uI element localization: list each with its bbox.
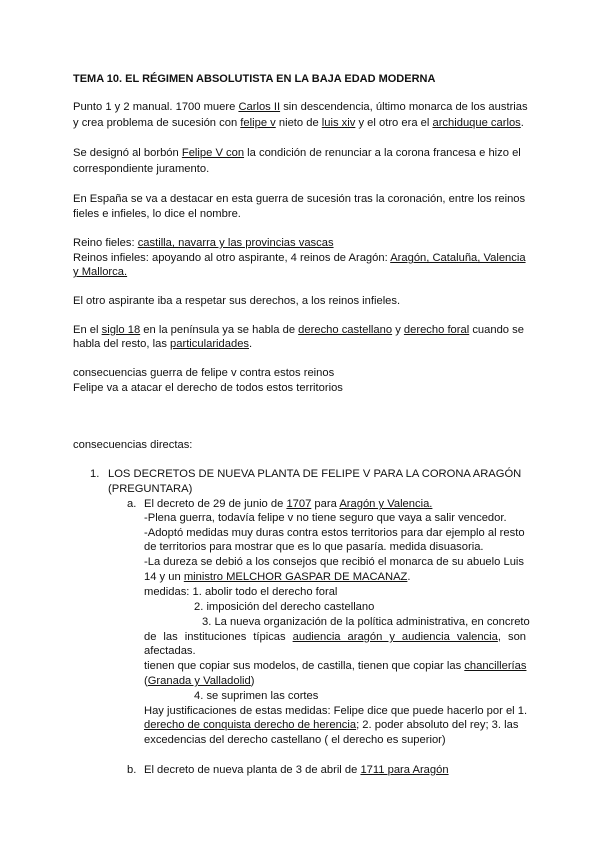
paragraph-6-line-2 [73,337,252,351]
underlined-term-reinos-infieles: Aragón, Cataluña, Valencia [390,252,526,264]
underlined-term-luis-xiv: luis xiv [321,117,356,129]
underlined-term-derecho-castellano: derecho castellano [298,324,393,336]
justificaciones-line-1: Hay justificaciones de estas medidas: Felipe dice que puede hacerlo por el 1. [144,705,528,717]
underlined-term-particularidades: particularidades [170,338,250,350]
text: la condición de renunciar a la corona francesa e hizo el [244,147,521,159]
text: Se designó al borbón [73,147,182,159]
text: nieto de [275,117,322,129]
text: sin descendencia, último monarca de los austrias [280,101,528,113]
medidas-line-8: 4. se suprimen las cortes [194,690,319,702]
underlined-term-reinos-fieles: castilla, navarra y las provincias vascas [137,237,334,249]
underlined-term-chancillerias: chancillerías [464,660,527,672]
paragraph-1-line-1 [73,100,528,114]
list-item-1-line-2: (PREGUNTARA) [108,483,193,495]
text: Reinos infieles: apoyando al otro aspirante, 4 reinos de Aragón: [73,252,391,264]
medidas-line-3: 3. La nueva organización de la política administrativa, en concreto [202,616,530,628]
item-a-line-4: de territorios para mostrar que es lo que pasaría. medida disuasoria. [144,541,484,553]
text: cuando se [469,324,524,336]
paragraph-5: El otro aspirante iba a respetar sus derechos, a los reinos infieles. [73,295,401,307]
paragraph-4-line-1 [73,236,334,250]
list-letter-a: a. [127,498,137,510]
text: . [407,571,411,583]
underlined-term-1707: 1707 [286,498,312,510]
paragraph-3-line-1: En España se va a destacar en esta guerra de sucesión tras la coronación, entre los reinos [73,193,526,205]
text: y [392,324,404,336]
text: tienen que copiar sus modelos, de castilla, tienen que copiar las [144,660,465,672]
underlined-term-carlos-ii: Carlos II [238,101,281,113]
underlined-term-siglo-18: siglo 18 [101,324,141,336]
medidas-line-5: afectadas. [144,645,196,657]
item-a-line-6 [144,570,411,584]
text: en la península ya se habla de [140,324,299,336]
text: . [249,338,253,350]
underlined-term-1711-aragon: 1711 para Aragón [360,764,449,776]
medidas-line-4 [144,630,526,644]
underlined-term-felipe-v: felipe v [240,117,276,129]
item-a-line-2: -Plena guerra, todavía felipe v no tiene seguro que vaya a salir vencedor. [144,512,507,524]
medidas-line-2: 2. imposición del derecho castellano [194,601,375,613]
item-a-line-1 [144,497,432,511]
medidas-line-6 [144,659,526,673]
paragraph-3-line-2: fieles e infieles, lo dice el nombre. [73,208,241,220]
paragraph-8: consecuencias directas: [73,439,193,451]
underlined-term-archiduque-carlos: archiduque carlos [432,117,521,129]
paragraph-7-line-1: consecuencias guerra de felipe v contra estos reinos [73,367,335,379]
text: El decreto de nueva planta de 3 de abril de [144,764,361,776]
underlined-term-ministro-macanaz: ministro MELCHOR GASPAR DE MACANAZ [183,571,408,583]
document-title: TEMA 10. EL RÉGIMEN ABSOLUTISTA EN LA BAJA EDAD MODERNA [73,73,436,85]
item-a-line-3: -Adoptó medidas muy duras contra estos territorios para dar ejemplo al resto [144,527,525,539]
text: . [520,117,524,129]
paragraph-2-line-2: correspondiente juramento. [73,163,210,175]
item-a-line-5: -La dureza se debió a los consejos que recibió el monarca de su abuelo Luis [144,556,524,568]
text: 14 y un [144,571,184,583]
text: ( [144,675,148,687]
text: para [311,498,340,510]
underlined-term-granada-valladolid: Granada y Valladolid [147,675,251,687]
underlined-term-derecho-foral: derecho foral [403,324,470,336]
text: y el otro era el [355,117,433,129]
underlined-term-audiencias: audiencia aragón y audiencia valencia [292,631,498,643]
text: El decreto de 29 de junio de [144,498,287,510]
medidas-line-1: medidas: 1. abolir todo el derecho foral [144,586,338,598]
text: habla del resto, las [73,338,171,350]
paragraph-4-line-3 [73,265,127,279]
text: y crea problema de sucesión con [73,117,241,129]
text: ; 2. poder absoluto del rey; 3. las [356,719,519,731]
paragraph-7-line-2: Felipe va a atacar el derecho de todos estos territorios [73,382,343,394]
underlined-term-derecho-conquista-herencia: derecho de conquista derecho de herencia [144,719,357,731]
paragraph-1-line-2 [73,116,524,130]
list-item-1-line-1: LOS DECRETOS DE NUEVA PLANTA DE FELIPE V PARA LA CORONA ARAGÓN [108,468,522,480]
text: de las instituciones típicas [144,631,293,643]
paragraph-2-line-1 [73,146,521,160]
item-b-line-1 [144,763,449,777]
paragraph-6-line-1 [73,323,524,337]
list-number-1: 1. [90,468,100,480]
text: Reino fieles: [73,237,138,249]
list-letter-b: b. [127,764,137,776]
text: ) [250,675,255,687]
text: En el [73,324,102,336]
medidas-line-7 [144,674,255,688]
underlined-term-felipe-v-con: Felipe V con [181,147,245,159]
underlined-term-mallorca: y Mallorca. [73,266,128,278]
text: Punto 1 y 2 manual. 1700 muere [73,101,239,113]
underlined-term-aragon-valencia: Aragón y Valencia. [339,498,433,510]
paragraph-4-line-2 [73,251,526,265]
justificaciones-line-2 [144,718,518,732]
text: , son [497,631,527,643]
justificaciones-line-3: excedencias del derecho castellano ( el derecho es superior) [144,734,446,746]
